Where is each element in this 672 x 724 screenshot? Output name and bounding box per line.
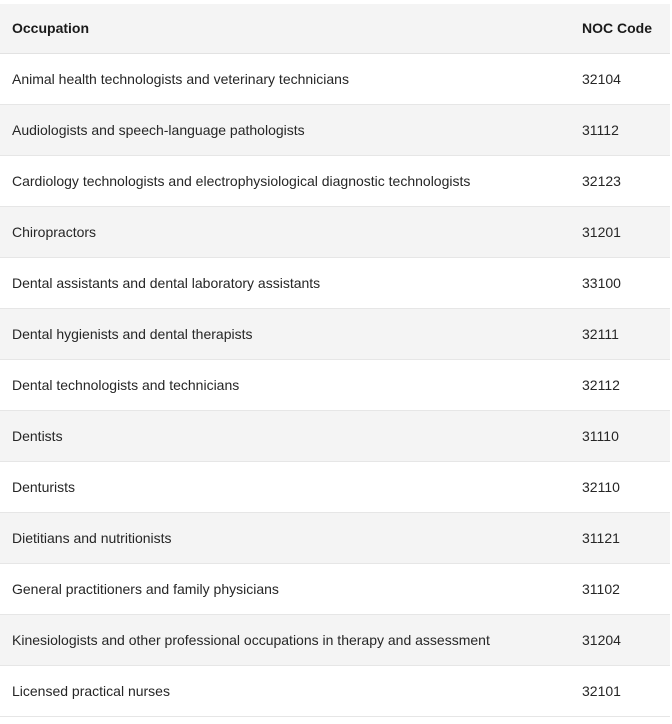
occupation-cell: General practitioners and family physicians xyxy=(0,563,570,614)
noc-code-cell: 32123 xyxy=(570,155,670,206)
table-row xyxy=(0,257,670,308)
table-row xyxy=(0,206,670,257)
table-row xyxy=(0,410,670,461)
table-row xyxy=(0,512,670,563)
occupation-table-container xyxy=(0,4,670,717)
occupation-cell: Chiropractors xyxy=(0,206,570,257)
table-row xyxy=(0,155,670,206)
occupation-cell: Kinesiologists and other professional occupations in therapy and assessment xyxy=(0,614,570,665)
noc-code-cell: 32110 xyxy=(570,461,670,512)
table-body xyxy=(0,53,670,716)
table-row xyxy=(0,53,670,104)
occupation-cell: Dietitians and nutritionists xyxy=(0,512,570,563)
occupation-cell: Licensed practical nurses xyxy=(0,665,570,716)
occupation-cell: Cardiology technologists and electrophysiological diagnostic technologists xyxy=(0,155,570,206)
occupation-column-header: Occupation xyxy=(0,4,570,53)
occupation-cell: Dental assistants and dental laboratory assistants xyxy=(0,257,570,308)
occupation-cell: Audiologists and speech-language pathologists xyxy=(0,104,570,155)
noc-code-cell: 31201 xyxy=(570,206,670,257)
occupation-table xyxy=(0,4,670,717)
occupation-cell: Denturists xyxy=(0,461,570,512)
noc-code-cell: 32101 xyxy=(570,665,670,716)
table-row xyxy=(0,359,670,410)
noc-code-cell: 32112 xyxy=(570,359,670,410)
occupation-cell: Dental technologists and technicians xyxy=(0,359,570,410)
table-row xyxy=(0,104,670,155)
noc-code-cell: 31204 xyxy=(570,614,670,665)
table-row xyxy=(0,308,670,359)
table-row xyxy=(0,614,670,665)
table-row xyxy=(0,665,670,716)
noc-code-cell: 31102 xyxy=(570,563,670,614)
noc-code-cell: 32104 xyxy=(570,53,670,104)
occupation-cell: Animal health technologists and veterinary technicians xyxy=(0,53,570,104)
occupation-cell: Dentists xyxy=(0,410,570,461)
table-header xyxy=(0,4,670,53)
noc-code-cell: 33100 xyxy=(570,257,670,308)
noc-code-cell: 31110 xyxy=(570,410,670,461)
noc-code-cell: 32111 xyxy=(570,308,670,359)
table-row xyxy=(0,461,670,512)
header-row xyxy=(0,4,670,53)
occupation-cell: Dental hygienists and dental therapists xyxy=(0,308,570,359)
noc-code-cell: 31112 xyxy=(570,104,670,155)
table-row xyxy=(0,563,670,614)
noc-code-column-header: NOC Code xyxy=(570,4,670,53)
noc-code-cell: 31121 xyxy=(570,512,670,563)
